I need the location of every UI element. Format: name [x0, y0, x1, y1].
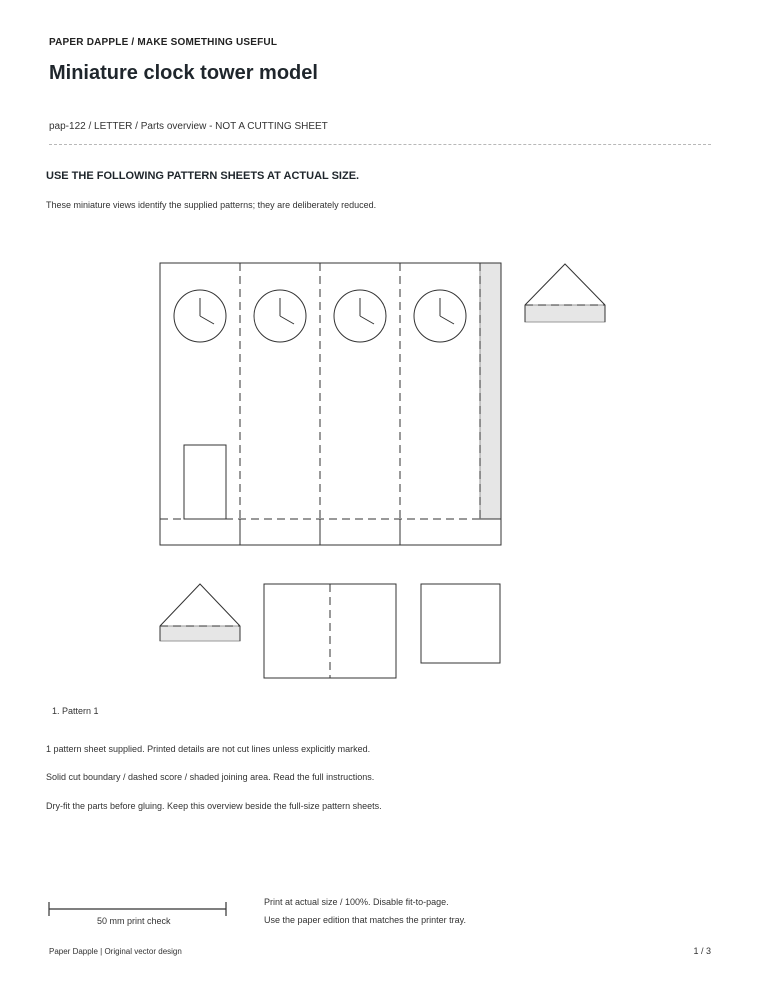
note-sheets: 1 pattern sheet supplied. Printed details are not cut lines unless explicitly marked. [46, 744, 371, 754]
clock-face [254, 290, 306, 342]
scale-bar-label: 50 mm print check [97, 916, 171, 926]
base-flap-dividers [240, 519, 501, 545]
document-meta: pap-122 / LETTER / Parts overview - NOT A CUTTING SHEET [49, 121, 328, 132]
page-title: Miniature clock tower model [49, 62, 318, 84]
scale-bar [40, 896, 240, 918]
pattern-legend [46, 706, 99, 716]
note-dry-fit: Dry-fit the parts before gluing. Keep this overview beside the full-size pattern sheets. [46, 801, 382, 811]
tower-wall-piece [160, 263, 501, 545]
clock-face [334, 290, 386, 342]
roof-gable-piece [160, 584, 240, 641]
page-number: 1 / 3 [693, 946, 711, 956]
legend-item: 1. Pattern 1 [52, 706, 99, 716]
base-square-piece [421, 584, 500, 663]
clock-face [414, 290, 466, 342]
score-lines [160, 263, 480, 519]
print-note-actual-size: Print at actual size / 100%. Disable fit-to-page. [264, 897, 449, 907]
footer-credit: Paper Dapple | Original vector design [49, 947, 182, 956]
note-line-key: Solid cut boundary / dashed score / shaded joining area. Read the full instructions. [46, 772, 375, 782]
instruction-heading: USE THE FOLLOWING PATTERN SHEETS AT ACTUAL SIZE. [46, 170, 360, 182]
clock-face [174, 290, 226, 342]
roof-gable-piece [525, 264, 605, 322]
intro-text: These miniature views identify the supplied patterns; they are deliberately reduced. [46, 200, 377, 210]
glue-tab-shaded [480, 263, 501, 519]
brand-breadcrumb: PAPER DAPPLE / MAKE SOMETHING USEFUL [49, 37, 278, 48]
door-outline [184, 445, 226, 519]
print-note-paper: Use the paper edition that matches the printer tray. [264, 915, 466, 925]
